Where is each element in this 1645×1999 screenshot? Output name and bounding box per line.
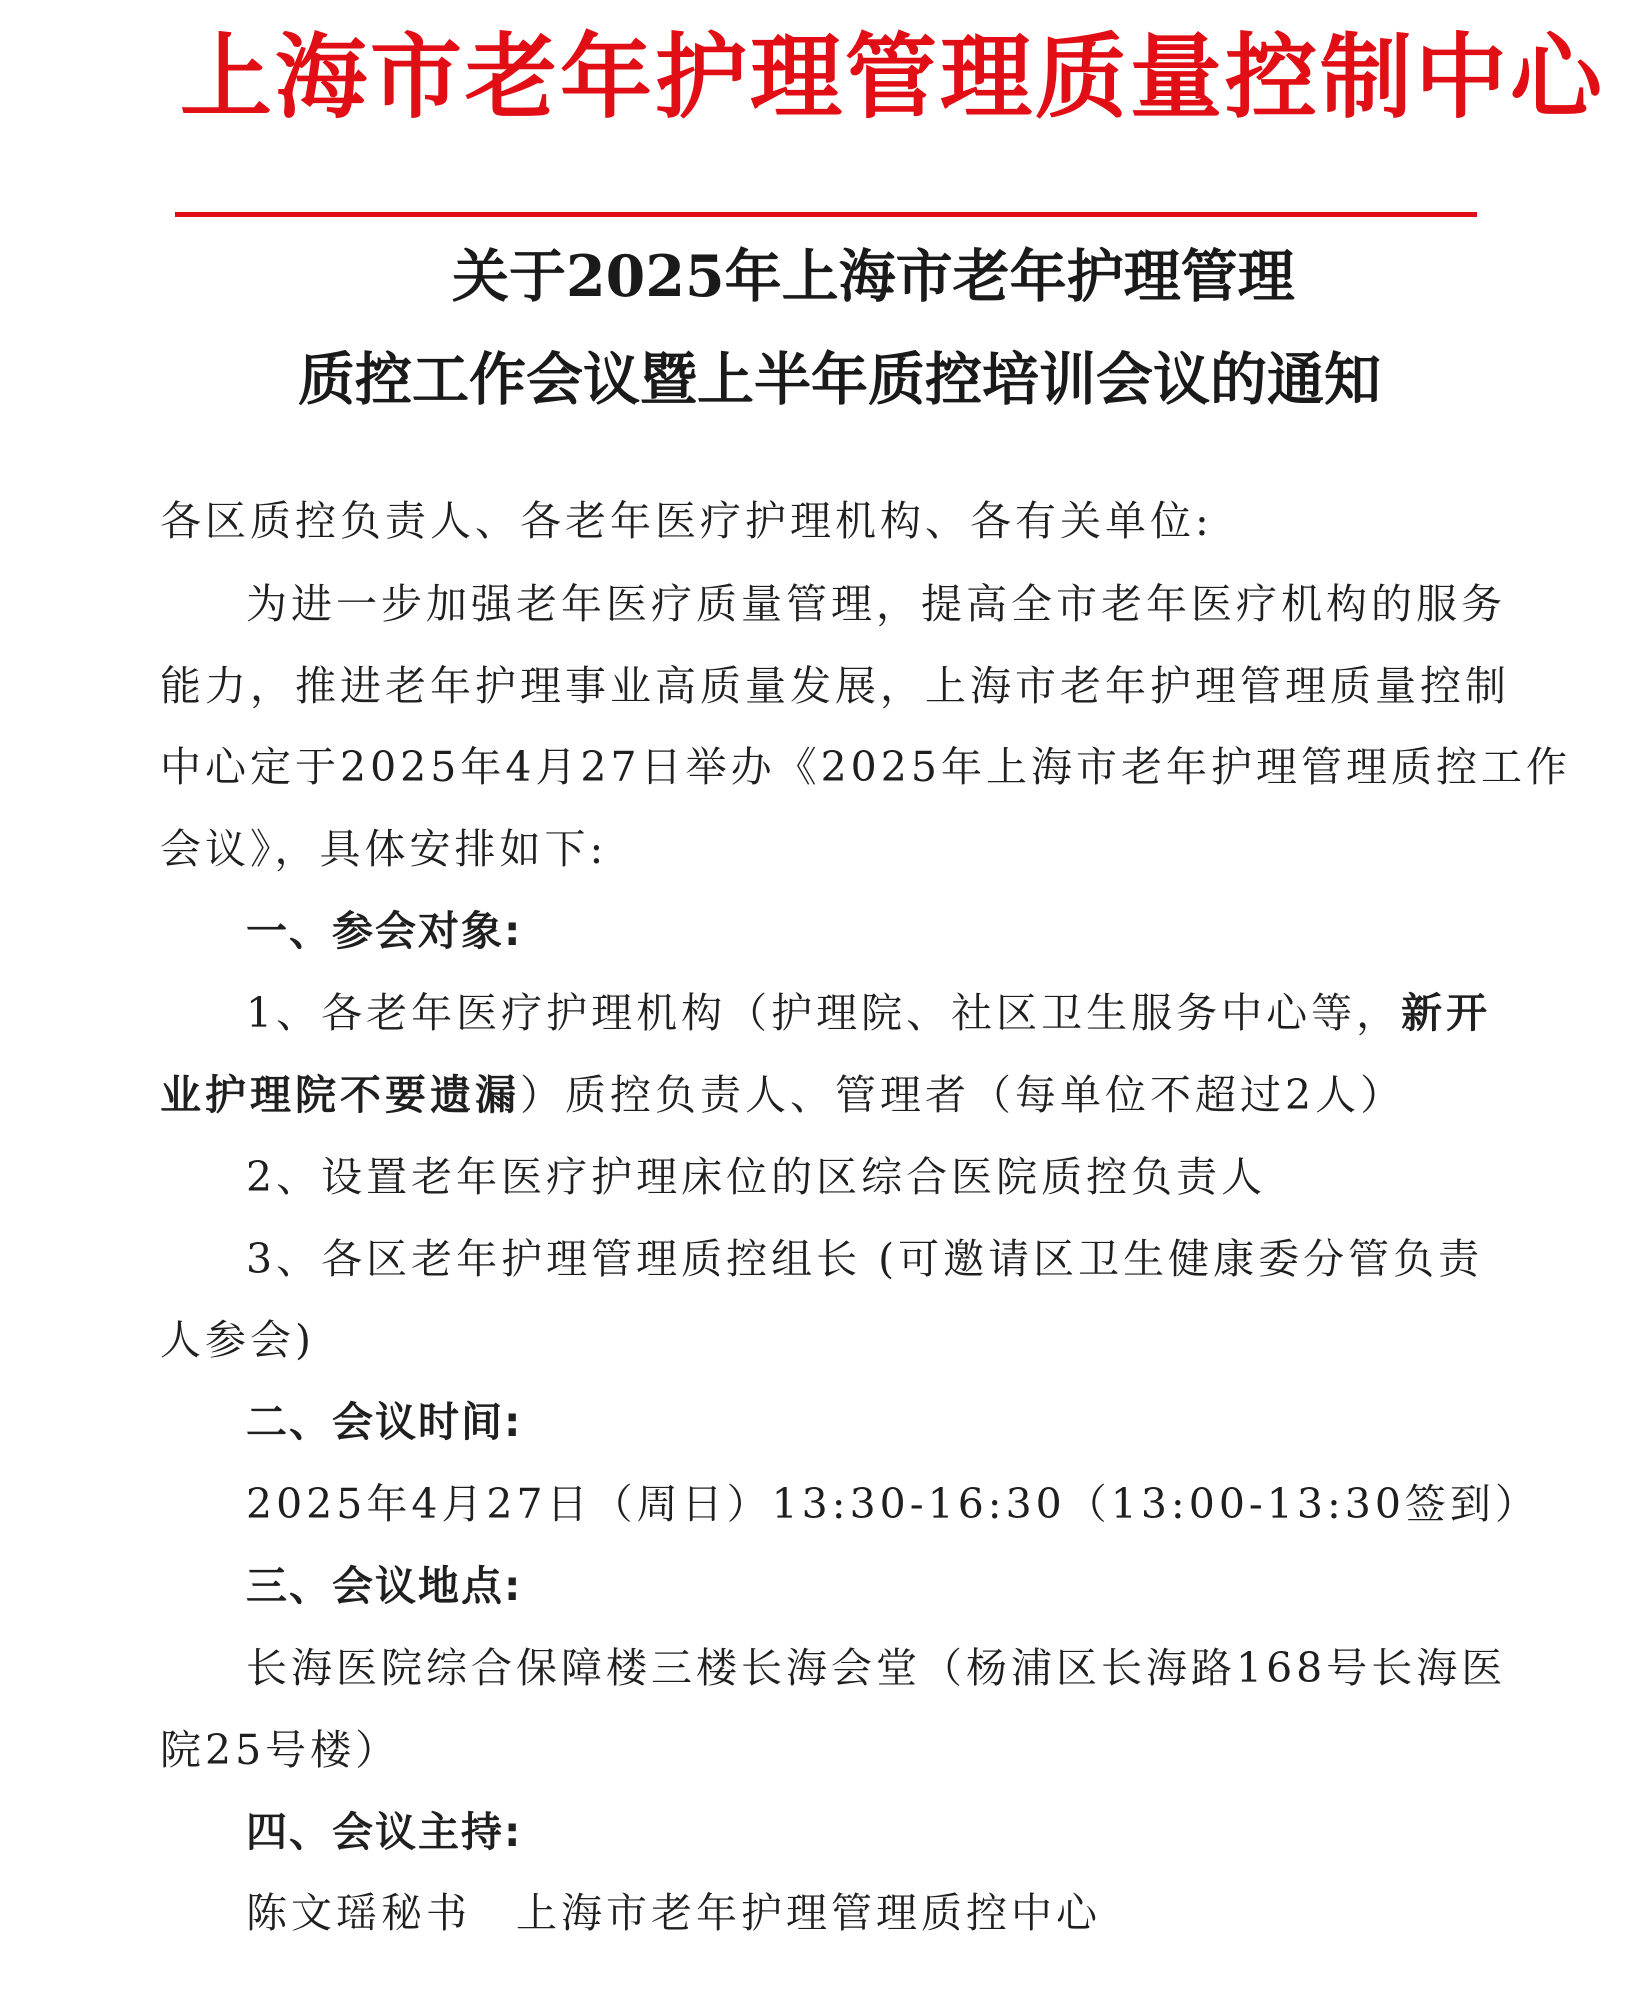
attendee-item-2: 2、设置老年医疗护理床位的区综合医院质控负责人: [246, 1153, 1267, 1201]
intro-line-4: 会议》，具体安排如下:: [160, 825, 608, 873]
attendee-item-3-line-1: 3、各区老年护理管理质控组长 (可邀请区卫生健康委分管负责: [246, 1235, 1484, 1283]
attendee-item-1-tail: ）质控负责人、管理者（每单位不超过2人）: [520, 1071, 1406, 1119]
section-heading-attendees: 一、参会对象:: [246, 907, 523, 955]
attendee-item-1-line-1: [246, 983, 1492, 1043]
letterhead-rule: [175, 212, 1477, 217]
attendee-item-1-text: 1、各老年医疗护理机构（护理院、社区卫生服务中心等，: [246, 989, 1402, 1037]
attendee-item-3-line-2: 人参会): [160, 1316, 315, 1364]
meeting-location-line-2: 院25号楼）: [160, 1726, 401, 1774]
org-letterhead: 上海市老年护理管理质量控制中心: [180, 23, 1606, 131]
attendee-item-1-emphasis: 新开: [1401, 989, 1492, 1037]
attendee-item-1-line-2: [160, 1065, 1480, 1125]
intro-line-2: 能力，推进老年护理事业高质量发展，上海市老年护理管理质量控制: [160, 662, 1510, 710]
section-heading-time: 二、会议时间:: [246, 1398, 523, 1446]
salutation: 各区质控负责人、各老年医疗护理机构、各有关单位:: [160, 497, 1213, 545]
attendee-item-1-emphasis-cont: 业护理院不要遗漏: [160, 1071, 520, 1119]
meeting-time: 2025年4月27日（周日）13:30-16:30（13:00-13:30签到）: [246, 1480, 1540, 1528]
meeting-host: 陈文瑶秘书 上海市老年护理管理质控中心: [246, 1889, 1101, 1937]
section-heading-location: 三、会议地点:: [246, 1562, 523, 1610]
intro-line-3: 中心定于2025年4月27日举办《2025年上海市老年护理管理质控工作: [160, 743, 1571, 791]
notice-title-line1: 关于2025年上海市老年护理管理: [452, 243, 1295, 310]
section-heading-host: 四、会议主持:: [246, 1808, 523, 1856]
meeting-location-line-1: 长海医院综合保障楼三楼长海会堂（杨浦区长海路168号长海医: [246, 1644, 1507, 1692]
notice-title-line2: 质控工作会议暨上半年质控培训会议的通知: [298, 346, 1381, 413]
intro-line-1: 为进一步加强老年医疗质量管理，提高全市老年医疗机构的服务: [246, 580, 1506, 628]
